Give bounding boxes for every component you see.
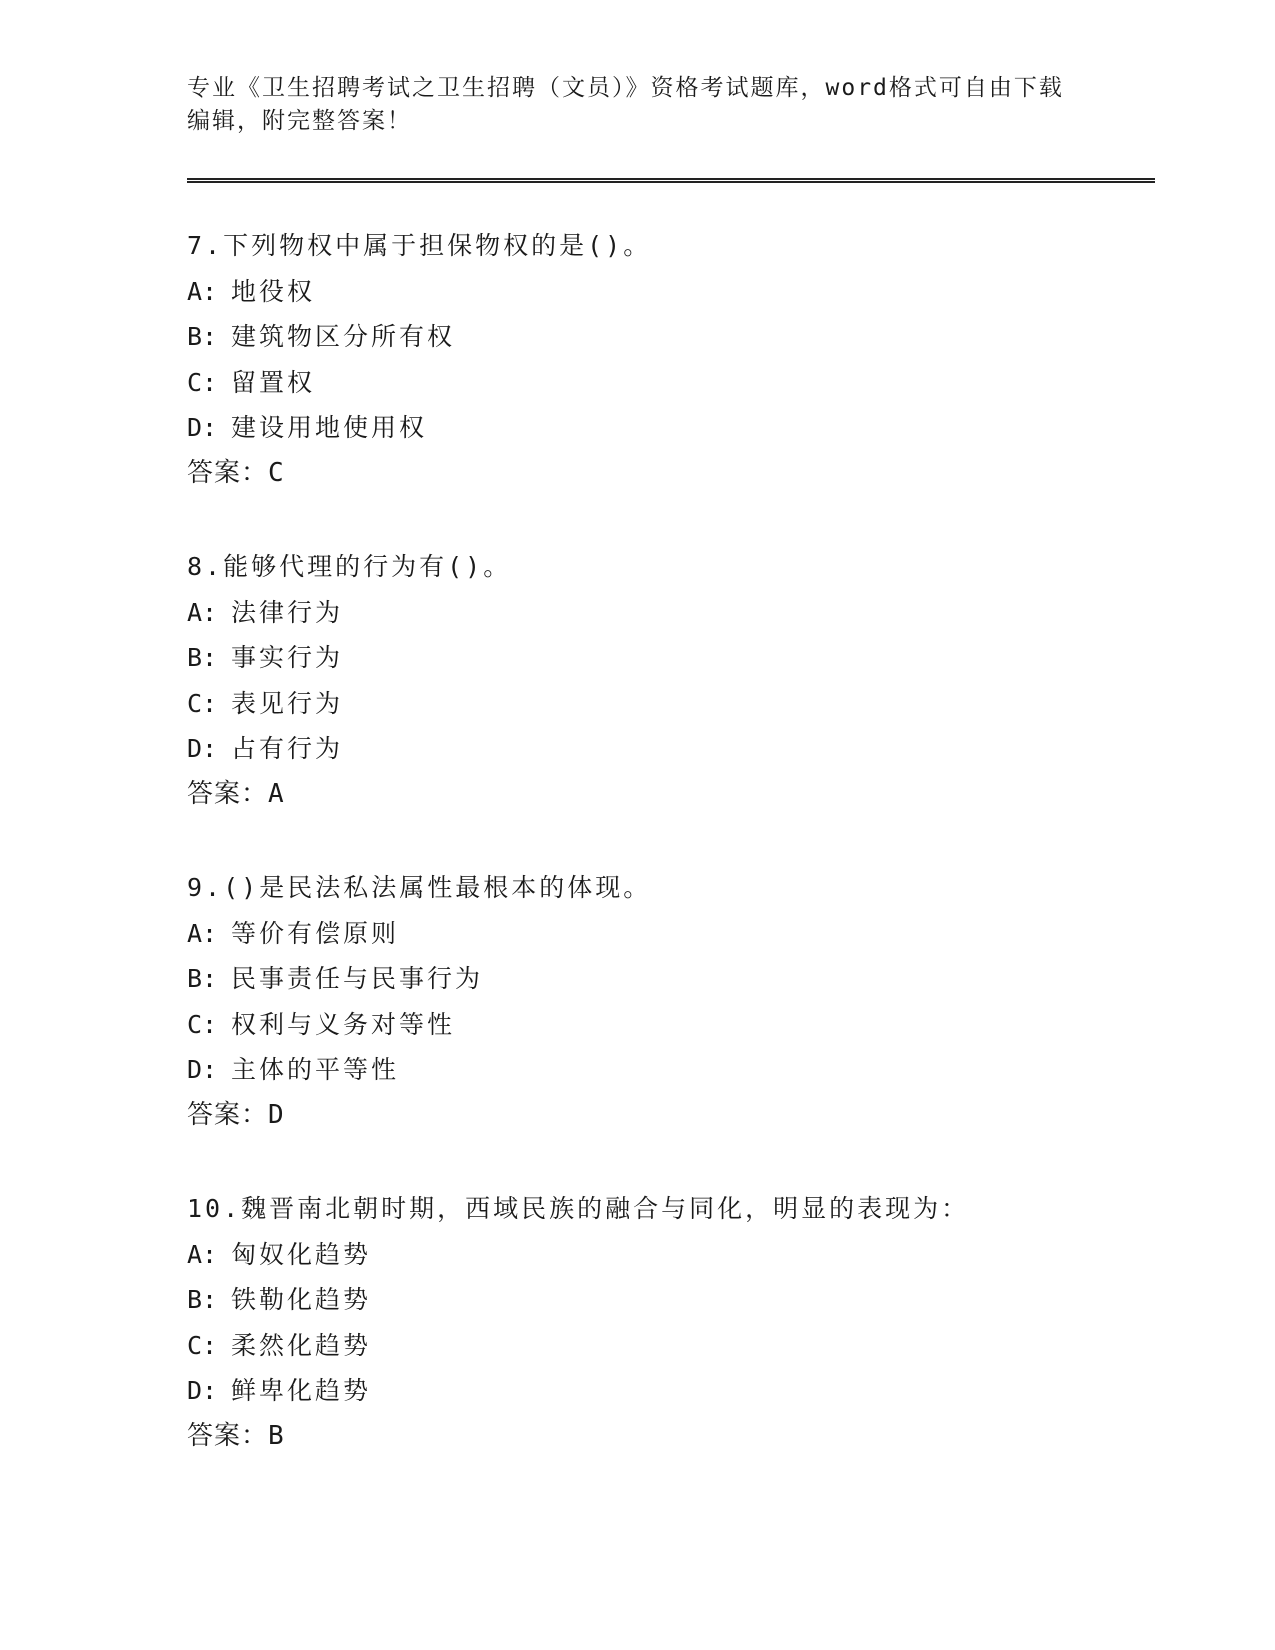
option-text: 等价有偿原则: [231, 918, 400, 948]
answer-line: [187, 451, 1137, 497]
question-8: [187, 544, 1137, 817]
question-stem: 9.()是民法私法属性最根本的体现。: [187, 873, 652, 902]
option-text: 法律行为: [231, 597, 344, 627]
answer-line: [187, 772, 1137, 818]
option-c: [187, 360, 1137, 406]
option-a: [187, 911, 1137, 957]
option-key: D:: [187, 1376, 218, 1405]
option-d: [187, 1368, 1137, 1414]
option-key: C:: [187, 688, 218, 718]
option-key: A:: [187, 276, 218, 306]
option-text: 事实行为: [231, 643, 344, 672]
option-a: [187, 269, 1137, 315]
option-a: [187, 590, 1137, 636]
question-stem: 8.能够代理的行为有()。: [187, 552, 512, 581]
option-key: C:: [187, 1009, 218, 1039]
answer-label: 答案：: [187, 1099, 269, 1130]
answer-value: B: [268, 1420, 285, 1451]
option-text: 建筑物区分所有权: [231, 322, 456, 351]
option-b: [187, 314, 1137, 360]
option-key: B:: [187, 1285, 218, 1314]
option-a: [187, 1232, 1137, 1278]
option-key: B:: [187, 643, 218, 672]
answer-line: [187, 1093, 1137, 1139]
header-line-1: 专业《卫生招聘考试之卫生招聘（文员）》资格考试题库，word格式可自由下载: [187, 75, 1064, 101]
option-key: B:: [187, 964, 218, 993]
question-7: [187, 223, 1137, 496]
option-key: A:: [187, 918, 218, 948]
option-b: [187, 1277, 1137, 1323]
option-d: [187, 1047, 1137, 1093]
option-key: C:: [187, 1330, 218, 1360]
question-stem: 7.下列物权中属于担保物权的是()。: [187, 231, 652, 260]
option-text: 柔然化趋势: [231, 1330, 372, 1360]
answer-value: A: [268, 778, 285, 809]
option-b: [187, 956, 1137, 1002]
option-key: D:: [187, 1055, 218, 1084]
option-text: 建设用地使用权: [231, 413, 428, 442]
option-c: [187, 1002, 1137, 1048]
option-key: A:: [187, 1239, 218, 1269]
option-text: 占有行为: [231, 734, 344, 763]
option-text: 主体的平等性: [231, 1055, 400, 1084]
answer-value: D: [268, 1099, 285, 1130]
answer-label: 答案：: [187, 1420, 269, 1451]
header-line-2: 编辑，附完整答案！: [187, 108, 412, 134]
answer-value: C: [268, 457, 285, 488]
answer-label: 答案：: [187, 778, 269, 809]
option-d: [187, 405, 1137, 451]
option-key: D:: [187, 734, 218, 763]
option-key: D:: [187, 413, 218, 442]
option-text: 表见行为: [231, 688, 344, 718]
option-c: [187, 1323, 1137, 1369]
answer-line: [187, 1414, 1137, 1460]
option-d: [187, 726, 1137, 772]
question-9: [187, 865, 1137, 1138]
answer-label: 答案：: [187, 457, 269, 488]
option-c: [187, 681, 1137, 727]
document-header: [187, 72, 1087, 138]
question-10: [187, 1186, 1137, 1459]
option-text: 民事责任与民事行为: [231, 964, 484, 993]
option-key: C:: [187, 367, 218, 397]
question-stem: 10.魏晋南北朝时期，西域民族的融合与同化，明显的表现为：: [187, 1194, 970, 1223]
option-key: A:: [187, 597, 218, 627]
option-b: [187, 635, 1137, 681]
option-text: 权利与义务对等性: [231, 1009, 456, 1039]
option-text: 鲜卑化趋势: [231, 1376, 372, 1405]
option-text: 地役权: [231, 276, 316, 306]
option-text: 铁勒化趋势: [231, 1285, 372, 1314]
option-text: 匈奴化趋势: [231, 1239, 372, 1269]
option-key: B:: [187, 322, 218, 351]
header-double-rule: [187, 178, 1155, 183]
option-text: 留置权: [231, 367, 316, 397]
